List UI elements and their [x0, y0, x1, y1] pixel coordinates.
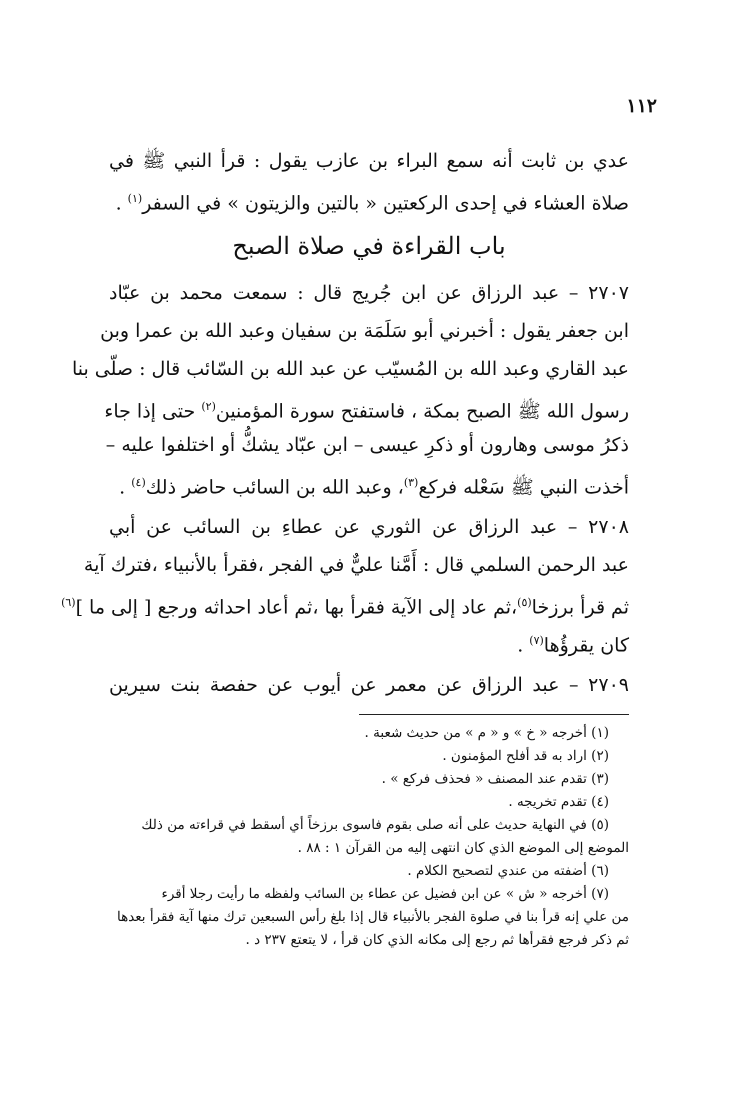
- text-segment: أخذت النبي ﷺ سَعْله فركع: [418, 476, 629, 499]
- text-segment: صلاة العشاء في إحدى الركعتين « بالتين والزيتون » في السفر: [142, 192, 629, 215]
- footnote-ref: (٣): [403, 476, 419, 489]
- text-segment: رسول الله ﷺ الصبح بمكة ، فاستفتح سورة المؤمنين: [215, 400, 629, 423]
- text-line: ابن جعفر يقول : أخبرني أبو سَلَمَة بن سفيان وعبد الله بن عمرا وبن: [100, 320, 629, 342]
- footnotes: [109, 722, 629, 952]
- footnote: (٤) تقدم تخريجه .: [508, 794, 609, 810]
- footnote-continuation: ثم ذكر فرجع فقرأها ثم رجع إلى مكانه الذي كان قرأ ، لا يتعتع ٢٣٧ د .: [245, 932, 629, 948]
- text-line: ذكرُ موسى وهارون أو ذكرِ عيسى – ابن عبّاد يشكُّ أو اختلفوا عليه –: [105, 434, 629, 456]
- footnote-ref: (٦): [61, 596, 76, 609]
- section-heading: باب القراءة في صلاة الصبح: [232, 232, 506, 260]
- text-line: كان يقرؤُها$^{(٧)}$ .: [517, 634, 629, 657]
- text-line: عبد الرحمن السلمي قال : أَمَّنا عليٌّ في الفجر ،فقرأ بالأنبياء ،فترك آية: [83, 554, 629, 576]
- text-segment: ،ثم عاد إلى الآية فقرأ بها ،ثم أعاد احداثه ورجع [ إلى ما ]: [75, 596, 518, 619]
- text-line: [61, 584, 629, 622]
- text-line: عبد القاري وعبد الله بن المُسيّب عن عبد الله بن السّائب قال : صلّى بنا: [71, 358, 629, 380]
- text-line: صلاة العشاء في إحدى الركعتين « بالتين والزيتون » في السفر$^{(١)}$ .: [115, 192, 629, 215]
- text-segment: ثم قرأ برزخا: [531, 596, 629, 619]
- footnote: (٥) في النهاية حديث على أنه صلى بقوم فاسوى برزخاً أي أسقط في قراءته من ذلك: [141, 817, 609, 833]
- footnote-ref: (٢): [201, 400, 216, 413]
- footnote: (٦) أضفته من عندي لتصحيح الكلام .: [407, 863, 609, 879]
- footnote-ref: (٤): [131, 476, 146, 489]
- footnote-continuation: الموضع إلى الموضع الذي كان انتهى إليه من القرآن ١ : ٨٨ .: [297, 840, 629, 856]
- footnote: (٢) اراد به قد أفلح المؤمنون .: [442, 748, 609, 764]
- footnote: (٧) أخرجه « ش » عن ابن فضيل عن عطاء بن السائب ولفظه ما رأيت رجلا أقرء: [161, 886, 609, 902]
- page-number: ١١٢: [626, 95, 657, 117]
- footnote-divider: [359, 714, 629, 715]
- footnote: (٣) تقدم عند المصنف « فحذف فركع » .: [381, 771, 609, 787]
- text-segment: حتى إذا جاء: [104, 400, 196, 423]
- text-line: عدي بن ثابت أنه سمع البراء بن عازب يقول : قرأ النبي ﷺ في: [109, 150, 629, 172]
- text-line: ٢٧٠٨ – عبد الرزاق عن الثوري عن عطاءِ بن السائب عن أبي: [109, 516, 629, 538]
- footnote-ref: (٧): [529, 634, 544, 647]
- footnote-ref: (٥): [517, 596, 532, 609]
- text-line: ٢٧٠٩ – عبد الرزاق عن معمر عن أيوب عن حفصة بنت سيرين: [109, 674, 629, 696]
- footnote-ref: (١): [127, 192, 143, 205]
- text-line: [104, 388, 629, 426]
- text-segment: كان يقرؤُها: [543, 634, 629, 657]
- footnote-continuation: من علي إنه قرأ بنا في صلوة الفجر بالأنبياء قال إذا بلغ رأس السبعين ترك منها آية فقرأ بعدها: [116, 909, 629, 925]
- main-text: [61, 142, 629, 704]
- text-line: أخذت النبي ﷺ سَعْله فركع$^{(٣)}$، وعبد الله بن السائب حاضر ذلك$^{(٤)}$ .: [119, 476, 629, 499]
- footnote: (١) أخرجه « خ » و « م » من حديث شعبة .: [364, 725, 609, 741]
- text-line: ٢٧٠٧ – عبد الرزاق عن ابن جُريج قال : سمعت محمد بن عبّاد: [109, 282, 629, 304]
- text-segment: ، وعبد الله بن السائب حاضر ذلك: [145, 476, 404, 499]
